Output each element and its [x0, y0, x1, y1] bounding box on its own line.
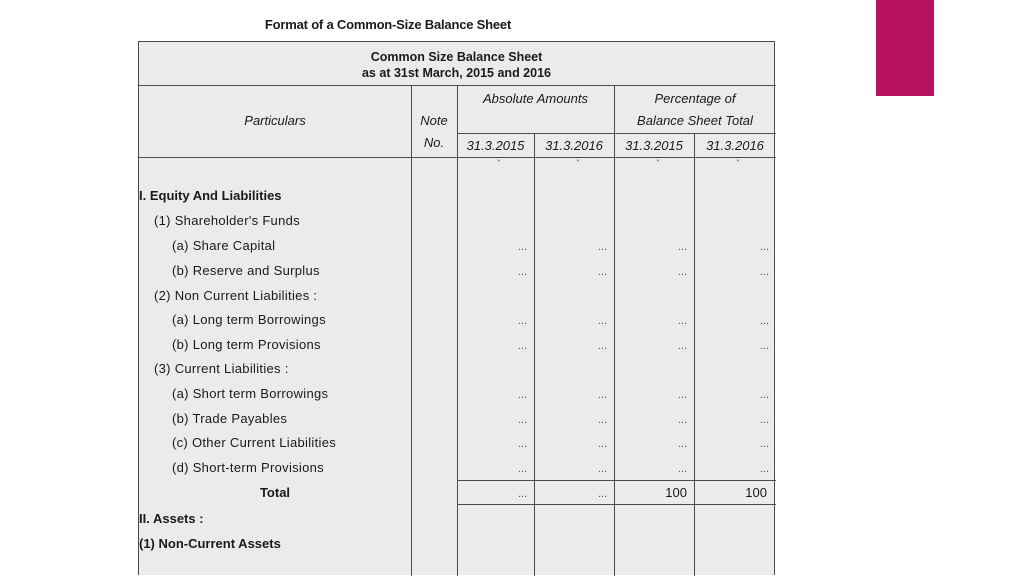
- value-cell: ...: [677, 463, 687, 475]
- value-cell: ...: [759, 414, 769, 426]
- value-cell: ...: [677, 389, 687, 401]
- document-title: Format of a Common-Size Balance Sheet: [264, 17, 512, 32]
- value-cell: ...: [517, 241, 527, 253]
- row-label: (c) Other Current Liabilities: [172, 435, 337, 450]
- header-date: 31.3.2015: [625, 138, 683, 153]
- section-assets: II. Assets :: [139, 511, 204, 526]
- accent-block: [876, 0, 934, 96]
- value-cell: ...: [597, 241, 607, 253]
- header-percentage-line2: Balance Sheet Total: [637, 113, 753, 128]
- value-cell: ...: [759, 315, 769, 327]
- value-cell: ...: [759, 389, 769, 401]
- row-label: (b) Trade Payables: [172, 411, 288, 426]
- row-label: (a) Long term Borrowings: [172, 312, 326, 327]
- vrule-note-right: [457, 85, 458, 576]
- value-cell: ...: [597, 414, 607, 426]
- value-cell: ...: [759, 241, 769, 253]
- header-particulars: Particulars: [244, 113, 306, 128]
- total-cell: 100: [745, 485, 767, 500]
- balance-sheet-table: [138, 41, 775, 575]
- unit-mark: `: [497, 159, 501, 171]
- value-cell: ...: [597, 315, 607, 327]
- vrule-group: [614, 85, 615, 576]
- rule-total-bottom: [457, 504, 776, 505]
- table-title: [139, 49, 774, 81]
- vrule-abs-mid: [534, 133, 535, 576]
- value-cell: ...: [759, 438, 769, 450]
- row-label: (b) Reserve and Surplus: [172, 263, 320, 278]
- value-cell: ...: [597, 438, 607, 450]
- value-cell: ...: [597, 340, 607, 352]
- vrule-pct-mid: [694, 133, 695, 576]
- value-cell: ...: [677, 340, 687, 352]
- header-date: 31.3.2016: [545, 138, 603, 153]
- unit-mark: `: [576, 159, 580, 171]
- value-cell: ...: [597, 463, 607, 475]
- header-note-no: No.: [423, 135, 445, 150]
- rule-subheader: [457, 133, 776, 134]
- header-date: 31.3.2015: [466, 138, 525, 153]
- section-equity-liabilities: I. Equity And Liabilities: [139, 188, 282, 203]
- value-cell: ...: [517, 389, 527, 401]
- value-cell: ...: [677, 414, 687, 426]
- row-label: (3) Current Liabilities :: [154, 361, 289, 376]
- unit-mark: `: [736, 159, 740, 171]
- unit-mark: `: [656, 159, 660, 171]
- value-cell: ...: [517, 414, 527, 426]
- value-cell: ...: [517, 315, 527, 327]
- value-cell: ...: [597, 266, 607, 278]
- vrule-note-left: [411, 85, 412, 576]
- row-label: (b) Long term Provisions: [172, 337, 321, 352]
- value-cell: ...: [517, 463, 527, 475]
- value-cell: ...: [677, 266, 687, 278]
- value-cell: ...: [517, 266, 527, 278]
- value-cell: ...: [759, 463, 769, 475]
- total-cell: 100: [665, 485, 687, 500]
- value-cell: ...: [517, 340, 527, 352]
- value-cell: ...: [597, 389, 607, 401]
- total-label: Total: [259, 485, 291, 500]
- header-absolute-amounts: Absolute Amounts: [482, 91, 589, 106]
- value-cell: ...: [677, 438, 687, 450]
- value-cell: ...: [677, 241, 687, 253]
- rule-total-top: [457, 480, 776, 481]
- row-label: (2) Non Current Liabilities :: [154, 288, 318, 303]
- table-title-line2: as at 31st March, 2015 and 2016: [361, 66, 551, 80]
- table-title-line1: Common Size Balance Sheet: [370, 50, 543, 64]
- row-label: (1) Shareholder's Funds: [154, 213, 300, 228]
- value-cell: ...: [759, 340, 769, 352]
- row-label: (a) Share Capital: [172, 238, 276, 253]
- value-cell: ...: [677, 315, 687, 327]
- value-cell: ...: [759, 266, 769, 278]
- row-label: (d) Short-term Provisions: [172, 460, 324, 475]
- row-label: (a) Short term Borrowings: [172, 386, 329, 401]
- value-cell: ...: [517, 438, 527, 450]
- total-cell: ...: [597, 488, 607, 500]
- section-non-current-assets: (1) Non-Current Assets: [139, 536, 281, 551]
- header-note: Note: [420, 113, 448, 128]
- header-percentage-line1: Percentage of: [654, 91, 736, 106]
- total-cell: ...: [517, 488, 527, 500]
- header-date: 31.3.2016: [706, 138, 764, 153]
